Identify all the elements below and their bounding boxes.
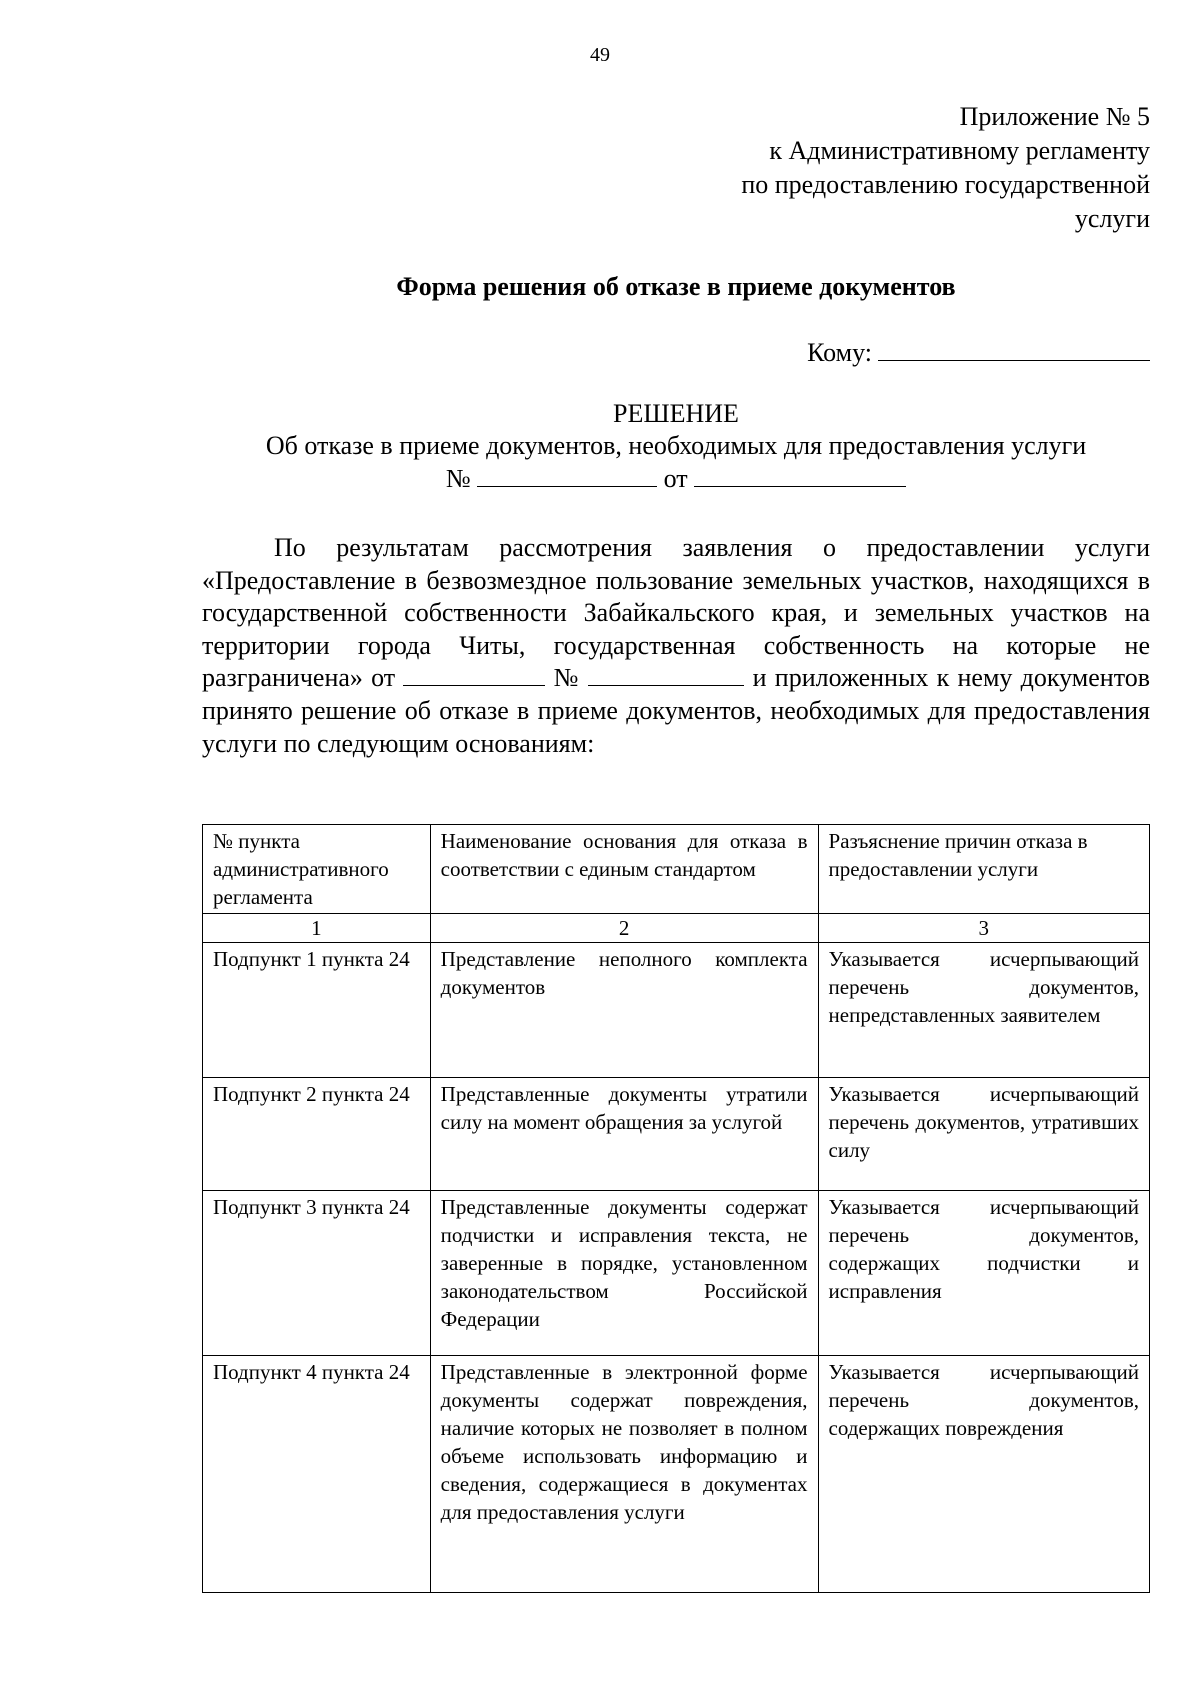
page-number: 49: [590, 44, 610, 66]
ground-cell: Представленные документы утратили силу на момент обращения за услугой: [430, 1078, 818, 1191]
column-number-cell: 1: [203, 914, 431, 943]
ground-cell: Представление неполного комплекта документов: [430, 943, 818, 1078]
clause-cell: Подпункт 2 пункта 24: [203, 1078, 431, 1191]
explanation-cell: Указывается исчерпывающий перечень документов, содержащих подчистки и исправления: [818, 1191, 1149, 1356]
explanation-cell: Указывается исчерпывающий перечень документов, утративших силу: [818, 1078, 1149, 1191]
clause-cell: Подпункт 4 пункта 24: [203, 1356, 431, 1593]
column-number-cell: 2: [430, 914, 818, 943]
explanation-cell: Указывается исчерпывающий перечень документов, содержащих повреждения: [818, 1356, 1149, 1593]
column-number-cell: 3: [818, 914, 1149, 943]
body-text-part: По результатам рассмотрения заявления о предоставлении услуги «Предоставление в безвозмездное пользование земельных участков, находящихся в государственной собственности Забайкальского края, и земельных участков на территории города Читы, государственная собственность на которые не разграничена» от: [202, 533, 1150, 693]
table-header-cell: № пункта административного регламента: [203, 825, 431, 914]
decision-number-blank[interactable]: [477, 462, 657, 487]
table-row: [203, 943, 1150, 1078]
recipient-blank-line[interactable]: [878, 336, 1150, 361]
table-column-number-row: [203, 914, 1150, 943]
appendix-line: услуги: [1074, 204, 1150, 233]
date-label: от: [663, 464, 688, 493]
recipient-field: [807, 336, 1150, 368]
form-title: Форма решения об отказе в приеме документов: [396, 272, 956, 301]
clause-cell: Подпункт 3 пункта 24: [203, 1191, 431, 1356]
number-label: №: [445, 464, 471, 493]
decision-header: [202, 398, 1150, 495]
decision-date-blank[interactable]: [694, 462, 906, 487]
application-date-blank[interactable]: [403, 663, 545, 686]
appendix-line: Приложение № 5: [959, 102, 1150, 131]
appendix-line: к Административному регламенту: [769, 136, 1150, 165]
table-row: [203, 1191, 1150, 1356]
body-text-part: и приложенных к нему документов принято решение об отказе в приеме документов, необходимых для предоставления услуги по следующим основаниям:: [202, 663, 1151, 758]
body-paragraph: [202, 532, 1150, 760]
ground-cell: Представленные в электронной форме документы содержат повреждения, наличие которых не позволяет в полном объеме использовать информацию и сведения, содержащиеся в документах для предоставления услуги: [430, 1356, 818, 1593]
appendix-header: [741, 100, 1150, 236]
body-text-part: №: [553, 663, 581, 693]
appendix-line: по предоставлению государственной: [741, 170, 1150, 199]
recipient-label: Кому:: [807, 338, 872, 367]
table-row: [203, 1078, 1150, 1191]
table-header-cell: Наименование основания для отказа в соответствии с единым стандартом: [430, 825, 818, 914]
table-header-row: [203, 825, 1150, 914]
refusal-grounds-table: [202, 824, 1150, 1593]
table-row: [203, 1356, 1150, 1593]
decision-subheading: Об отказе в приеме документов, необходимых для предоставления услуги: [265, 431, 1087, 460]
clause-cell: Подпункт 1 пункта 24: [203, 943, 431, 1078]
table-header-cell: Разъяснение причин отказа в предоставлении услуги: [818, 825, 1149, 914]
ground-cell: Представленные документы содержат подчистки и исправления текста, не заверенные в порядке, установленном законодательством Российской Федерации: [430, 1191, 818, 1356]
application-number-blank[interactable]: [588, 663, 744, 686]
decision-number-line: [202, 462, 1150, 495]
decision-heading: РЕШЕНИЕ: [613, 399, 739, 428]
explanation-cell: Указывается исчерпывающий перечень документов, непредставленных заявителем: [818, 943, 1149, 1078]
